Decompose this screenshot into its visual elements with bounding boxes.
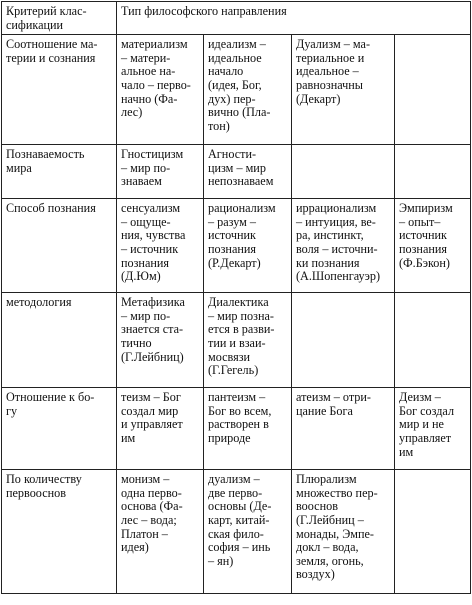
table-cell: Деизм – Бог создал мир и не управляет им	[395, 388, 471, 470]
table-cell: Метафизика – мир по- знается ста- тично (Г.Лейбниц)	[117, 293, 204, 388]
table-cell	[395, 35, 471, 145]
table-cell: материализм – матери- альное на- чало – перво- начно (Фа- лес)	[117, 35, 204, 145]
header-row	[2, 2, 471, 35]
table-cell: иррационализм – интуиция, ве- ра, инстинкт, воля – источни- ки познания (А.Шопенгауэр)	[292, 199, 395, 293]
header-criterion-cell: Критерий клас- сификации	[2, 2, 117, 35]
table-cell	[395, 293, 471, 388]
table-row	[2, 293, 471, 388]
table-row	[2, 388, 471, 470]
table-row	[2, 470, 471, 594]
table-cell: рационализм – разум – источник познания (Р.Декарт)	[204, 199, 292, 293]
table-cell: Диалектика – мир позна- ется в разви- тии и взаи- мосвязи (Г.Гегель)	[204, 293, 292, 388]
row-criterion-cell: методология	[2, 293, 117, 388]
table-cell	[292, 293, 395, 388]
table-cell: Гностицизм – мир по- знаваем	[117, 145, 204, 199]
table-row	[2, 145, 471, 199]
table-row	[2, 35, 471, 145]
table-cell: Агности- цизм – мир непознаваем	[204, 145, 292, 199]
table-cell: дуализм – две перво- основы (Де- карт, китай- ская фило- софия – инь – ян)	[204, 470, 292, 594]
table-cell: монизм – одна перво- основа (Фа- лес – вода; Платон – идея)	[117, 470, 204, 594]
table-cell	[395, 145, 471, 199]
table-cell: Эмпиризм – опыт– источник познания (Ф.Бэкон)	[395, 199, 471, 293]
row-criterion-cell: Отношение к бо- гу	[2, 388, 117, 470]
table-cell: идеализм – идеальное начало (идея, Бог, дух) пер- вично (Пла- тон)	[204, 35, 292, 145]
row-criterion-cell: Соотношение ма- терии и сознания	[2, 35, 117, 145]
row-criterion-cell: По количеству первооснов	[2, 470, 117, 594]
table-cell: теизм – Бог создал мир и управляет им	[117, 388, 204, 470]
table-cell: атеизм – отри- цание Бога	[292, 388, 395, 470]
table-row	[2, 199, 471, 293]
row-criterion-cell: Способ познания	[2, 199, 117, 293]
header-type-cell: Тип философского направления	[117, 2, 471, 35]
philosophy-classification-table	[1, 1, 471, 594]
table-cell: Плюрализм множество пер- вооснов (Г.Лейбниц – монады, Эмпе- докл – вода, земля, огонь, воздух)	[292, 470, 395, 594]
row-criterion-cell: Познаваемость мира	[2, 145, 117, 199]
table-cell	[292, 145, 395, 199]
table-cell: пантеизм – Бог во всем, растворен в природе	[204, 388, 292, 470]
table-cell	[395, 470, 471, 594]
table-cell: сенсуализм – ощуще- ния, чувства – источник познания (Д.Юм)	[117, 199, 204, 293]
table-cell: Дуализм – ма- териальное и идеальное – равнозначны (Декарт)	[292, 35, 395, 145]
